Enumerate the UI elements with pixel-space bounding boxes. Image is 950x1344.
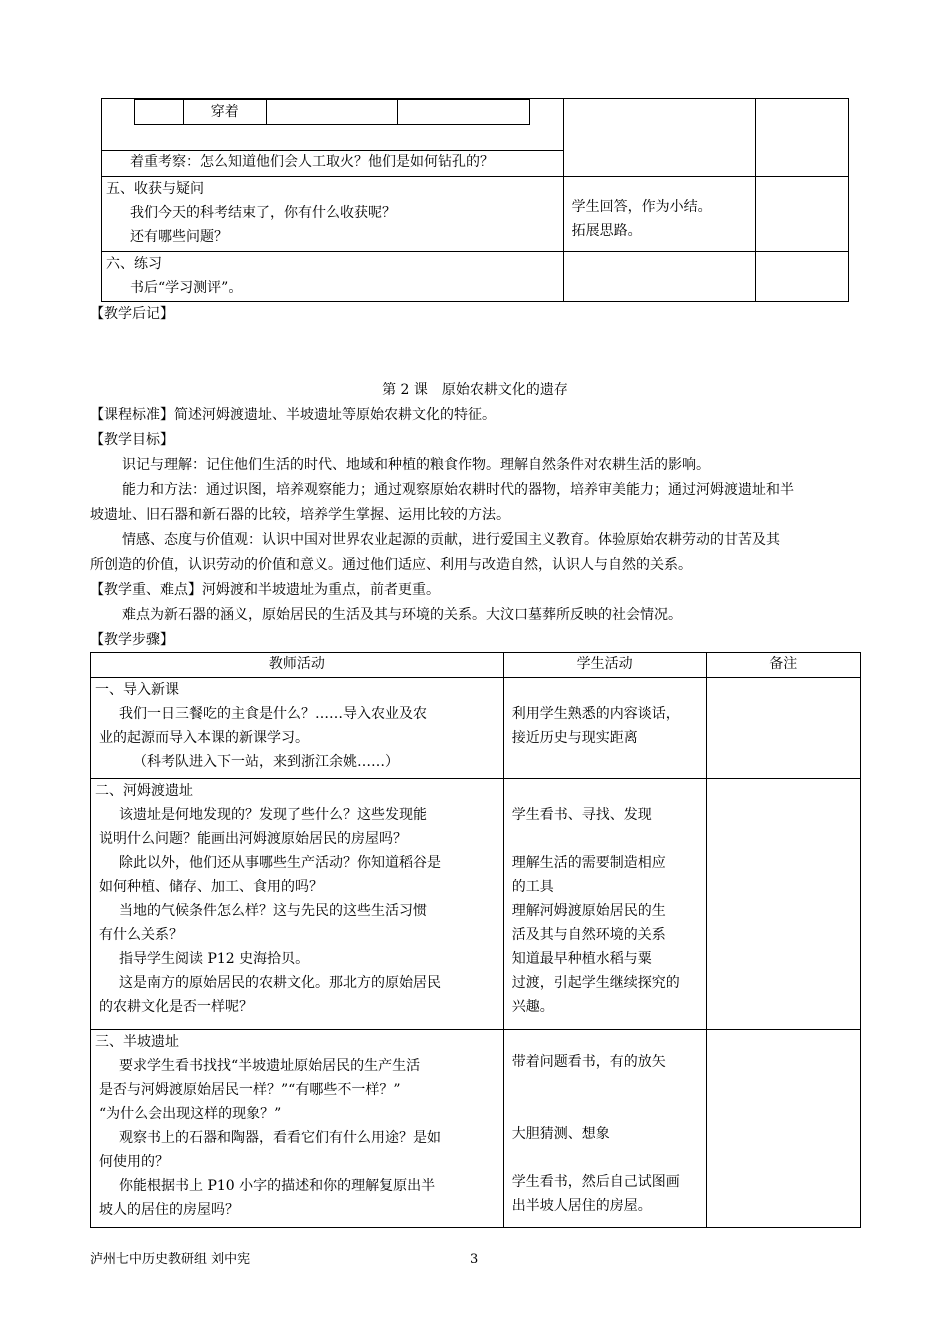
row1-student-cell: [503, 678, 706, 779]
top-row2-teacher-cell: [102, 177, 564, 252]
text-line: 当地的气候条件怎么样？这与先民的这些生活习惯: [119, 903, 427, 919]
section-heading: 六、练习: [106, 256, 162, 272]
text-line: 要求学生看书找找“半坡遗址原始居民的生产生活: [119, 1058, 421, 1074]
section-heading: 二、河姆渡遗址: [95, 783, 193, 799]
text-line: 如何种植、储存、加工、食用的吗？: [99, 879, 323, 895]
key-points: 【教学重、难点】河姆渡和半坡遗址为重点，前者更重。: [90, 582, 440, 598]
student-line: 学生看书、寻找、发现: [511, 807, 652, 823]
header-notes: 备注: [706, 653, 860, 678]
text-line: 指导学生阅读 P12 史海拾贝。: [119, 951, 310, 967]
student-line: [512, 1146, 706, 1170]
row2-student-cell: [503, 779, 706, 1030]
text-line: 我们今天的科考结束了，你有什么收获呢？: [130, 205, 396, 221]
student-line: 学生看书，然后自己试图画: [511, 1174, 680, 1190]
student-line: 知道最早种植水稻与粟: [511, 951, 652, 967]
header-teacher: 教师活动: [91, 653, 504, 678]
text-line: 除此以外，他们还从事哪些生产活动？你知道稻谷是: [119, 855, 441, 871]
student-line: 大胆猜测、想象: [511, 1126, 610, 1142]
student-line: 接近历史与现实距离: [511, 730, 638, 746]
inner-cell: [398, 100, 530, 125]
lesson-title: 第 2 课 原始农耕文化的遗存: [382, 382, 568, 398]
section-heading: 三、半坡遗址: [95, 1034, 179, 1050]
inner-cell: [135, 100, 184, 125]
text-line: 的农耕文化是否一样呢？: [99, 999, 253, 1015]
text-line: 何使用的？: [99, 1154, 169, 1170]
student-line: 过渡，引起学生继续探究的: [511, 975, 680, 991]
page-number: 3: [470, 1252, 479, 1267]
section-heading: 五、收获与疑问: [106, 181, 204, 197]
row2-note-cell: [706, 779, 860, 1030]
text-line: 观察书上的石器和陶器，看看它们有什么用途？是如: [119, 1130, 441, 1146]
text-line: 你能根据书上 P10 小字的描述和你的理解复原出半: [119, 1178, 436, 1194]
student-line: 拓展思路。: [571, 223, 642, 239]
steps-table: [90, 652, 861, 1228]
top-table: [101, 98, 849, 302]
row1-teacher-cell: [91, 678, 504, 779]
student-line: 出半坡人居住的房屋。: [511, 1198, 652, 1214]
top-row2-note-cell: [756, 177, 849, 252]
text-line: 书后“学习测评”。: [130, 280, 243, 296]
text-line: 业的起源而导入本课的新课学习。: [99, 730, 309, 746]
student-line: 带着问题看书，有的放矢: [511, 1054, 666, 1070]
goal-emotion-cont: 所创造的价值，认识劳动的价值和意义。通过他们适应、利用与改造自然，认识人与自然的关系。: [90, 557, 692, 573]
row3-note-cell: [706, 1030, 860, 1228]
top-row2-student-cell: [563, 177, 756, 252]
text-line: “为什么会出现这样的现象？”: [99, 1106, 282, 1122]
row2-teacher-cell: [91, 779, 504, 1030]
header-student: 学生活动: [503, 653, 706, 678]
student-line: 活及其与自然环境的关系: [511, 927, 666, 943]
text-line: 说明什么问题？能画出河姆渡原始居民的房屋吗？: [99, 831, 407, 847]
inner-cell-clothing: 穿着: [183, 100, 266, 125]
steps-label: 【教学步骤】: [90, 632, 174, 648]
footer-author: 泸州七中历史教研组 刘中宪: [90, 1252, 251, 1267]
text-line: 我们一日三餐吃的主食是什么？……导入农业及农: [119, 706, 427, 722]
top-row3-teacher-cell: [102, 252, 564, 302]
afterword-label: 【教学后记】: [90, 306, 174, 322]
text-line: 是否与河姆渡原始居民一样？”“有哪些不一样？”: [99, 1082, 401, 1098]
top-row1-teacher-cell: [102, 151, 564, 177]
top-row3-note-cell: [756, 252, 849, 302]
course-standard: 【课程标准】简述河姆渡遗址、半坡遗址等原始农耕文化的特征。: [90, 407, 496, 423]
goal-emotion: 情感、态度与价值观：认识中国对世界农业起源的贡献，进行爱国主义教育。体验原始农耕劳动的甘苦及其: [122, 532, 780, 548]
student-line: 学生回答，作为小结。: [571, 199, 712, 215]
student-line: [512, 827, 706, 851]
top-row0-teacher-cell: [102, 99, 564, 151]
student-line: [512, 1074, 706, 1098]
student-line: 的工具: [511, 879, 554, 895]
row3-teacher-cell: [91, 1030, 504, 1228]
student-line: 理解生活的需要制造相应: [511, 855, 666, 871]
observation-text: 着重考察：怎么知道他们会人工取火？他们是如何钻孔的？: [130, 154, 494, 170]
goal-ability: 能力和方法：通过识图，培养观察能力；通过观察原始农耕时代的器物，培养审美能力；通过河姆渡遗址和半: [122, 482, 794, 498]
top-row0-note-cell: [756, 99, 849, 177]
section-heading: 一、导入新课: [95, 682, 179, 698]
text-line: 这是南方的原始居民的农耕文化。那北方的原始居民: [119, 975, 441, 991]
student-line: 利用学生熟悉的内容谈话，: [511, 706, 680, 722]
student-line: 理解河姆渡原始居民的生: [511, 903, 666, 919]
goals-label: 【教学目标】: [90, 432, 174, 448]
difficult-points: 难点为新石器的涵义，原始居民的生活及其与环境的关系。大汶口墓葬所反映的社会情况。: [122, 607, 682, 623]
text-line: （科考队进入下一站，来到浙江余姚……）: [133, 754, 399, 770]
goal-ability-cont: 坡遗址、旧石器和新石器的比较，培养学生掌握、运用比较的方法。: [90, 507, 510, 523]
row1-note-cell: [706, 678, 860, 779]
inner-cell: [266, 100, 398, 125]
top-row3-student-cell: [563, 252, 756, 302]
top-row0-student-cell: [563, 99, 756, 177]
text-line: 有什么关系？: [99, 927, 183, 943]
text-line: 坡人的居住的房屋吗？: [99, 1202, 239, 1218]
student-line: 兴趣。: [511, 999, 554, 1015]
row3-student-cell: [503, 1030, 706, 1228]
student-line: [512, 1098, 706, 1122]
text-line: 该遗址是何地发现的？发现了些什么？这些发现能: [119, 807, 427, 823]
goal-knowledge: 识记与理解：记住他们生活的时代、地域和种植的粮食作物。理解自然条件对农耕生活的影响。: [122, 457, 710, 473]
text-line: 还有哪些问题？: [130, 229, 228, 245]
inner-clothing-table: [134, 99, 530, 125]
